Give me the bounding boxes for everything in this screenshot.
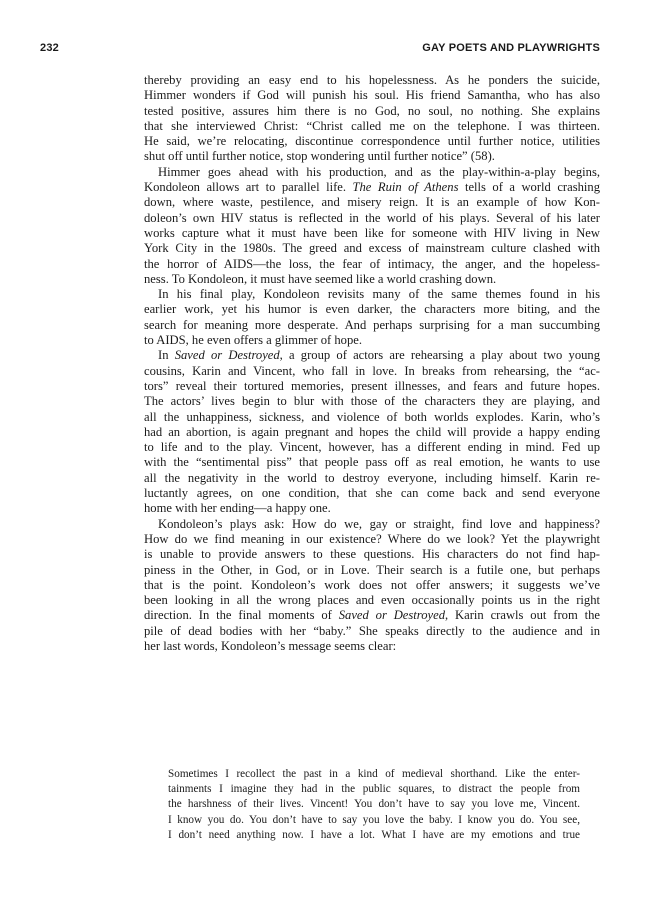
text-line: He said, we’re relocating, discontinue correspondence until further notice, utilities <box>144 134 600 149</box>
text-line: How do we find meaning in our existence? Where do we look? Yet the playwright <box>144 531 600 546</box>
quote-line: I know you do. You don’t have to say you love the baby. I know you do. You see, <box>168 813 580 826</box>
text-line: search for meaning more desperate. And perhaps surprising for a man succumbing <box>144 317 600 332</box>
text-line: earlier work, yet his humor is even darker, the characters more biting, and the <box>144 302 600 317</box>
text-line: works capture what it must have been like for someone with HIV living in New <box>144 225 600 240</box>
quote-line: tainments I imagine they had in the public squares, to distract the people from <box>168 783 580 796</box>
text-line: tors” reveal their tortured memories, present illnesses, and fears and future hopes. <box>144 378 600 393</box>
text-line: York City in the 1980s. The greed and excess of mainstream culture clashed with <box>144 241 600 256</box>
text-line: luctantly agrees, on one condition, that she can come back and send everyone <box>144 486 600 501</box>
body-text <box>144 73 600 654</box>
text-line: all the negativity in the world to destroy everyone, including himself. Karin re- <box>144 470 600 485</box>
text-line: to AIDS, he even offers a glimmer of hope. <box>144 333 363 348</box>
text-line: the horror of AIDS—the loss, the fear of intimacy, the anger, and the hopeless- <box>144 256 600 271</box>
text-line: that she interviewed Christ: “Christ called me on the telephone. I was thirteen. <box>144 118 600 133</box>
text-line: pile of dead bodies with her “baby.” She speaks directly to the audience and in <box>144 623 600 638</box>
running-title: GAY POETS AND PLAYWRIGHTS <box>422 42 600 54</box>
running-head <box>40 42 600 60</box>
text-line: piness in the Other, in God, or in Love. Their search is a futile one, but perhaps <box>144 562 600 577</box>
text-line: home with her ending—a happy one. <box>144 501 331 516</box>
text-line: tested positive, assures him there is no God, no soul, no nothing. She explains <box>144 103 600 118</box>
text-line: Himmer goes ahead with his production, and as the play-within-a-play begins, <box>158 164 600 179</box>
text-line: thereby providing an easy end to his hopelessness. As he ponders the suicide, <box>144 73 600 87</box>
text-line: In Saved or Destroyed, a group of actors are rehearsing a play about two young <box>158 348 601 363</box>
text-line: had an abortion, is again pregnant and hopes the child will provide a happy ending <box>144 424 600 439</box>
quote-line: the harshness of their lives. Vincent! You don’t have to say you love me, Vincent. <box>168 798 580 811</box>
text-line: ness. To Kondoleon, it must have seemed like a world crashing down. <box>144 271 497 286</box>
page-number: 232 <box>40 42 59 54</box>
text-line: The actors’ lives begin to blur with those of the characters they are playing, and <box>144 394 600 409</box>
text-line: with the “sentimental piss” that people pass off as real emotion, he wants to use <box>144 455 600 470</box>
text-line: In his final play, Kondoleon revisits many of the same themes found in his <box>158 287 600 302</box>
text-line: Kondoleon’s plays ask: How do we, gay or straight, find love and happiness? <box>158 516 600 531</box>
text-line: down, where waste, pestilence, and misery reign. It is an example of how Kon- <box>144 195 600 210</box>
text-line: shut off until further notice, stop wondering until further notice” (58). <box>144 149 495 164</box>
quote-line: I don’t need anything now. I have a lot. What I have are my emotions and true <box>168 828 580 841</box>
text-line: her last words, Kondoleon’s message seems clear: <box>144 638 397 653</box>
text-line: doleon’s own HIV status is reflected in the world of his plays. Several of his later <box>144 210 600 225</box>
text-line: direction. In the final moments of Saved or Destroyed, Karin crawls out from the <box>144 608 600 623</box>
quote-line: Sometimes I recollect the past in a kind of medieval shorthand. Like the enter- <box>168 768 580 780</box>
text-line: been looking in all the wrong places and even occasionally points us in the right <box>144 593 600 608</box>
text-line: is unable to provide answers to these questions. His characters do not find hap- <box>144 547 600 562</box>
text-line: all the unhappiness, sickness, and violence of both worlds explodes. Karin, who’s <box>144 409 600 424</box>
text-line: to life and to the play. Vincent, however, has a different ending in mind. Fed up <box>144 440 600 455</box>
text-line: Himmer wonders if God will punish his soul. His friend Samantha, who has also <box>144 88 600 103</box>
block-quote <box>168 767 580 843</box>
text-line: cousins, Karin and Vincent, who fall in love. In breaks from rehearsing, the “ac- <box>144 363 600 378</box>
text-line: that is the point. Kondoleon’s work does not offer answers; it suggests we’ve <box>144 577 600 592</box>
text-line: Kondoleon allows art to parallel life. The Ruin of Athens tells of a world crashing <box>144 180 600 195</box>
